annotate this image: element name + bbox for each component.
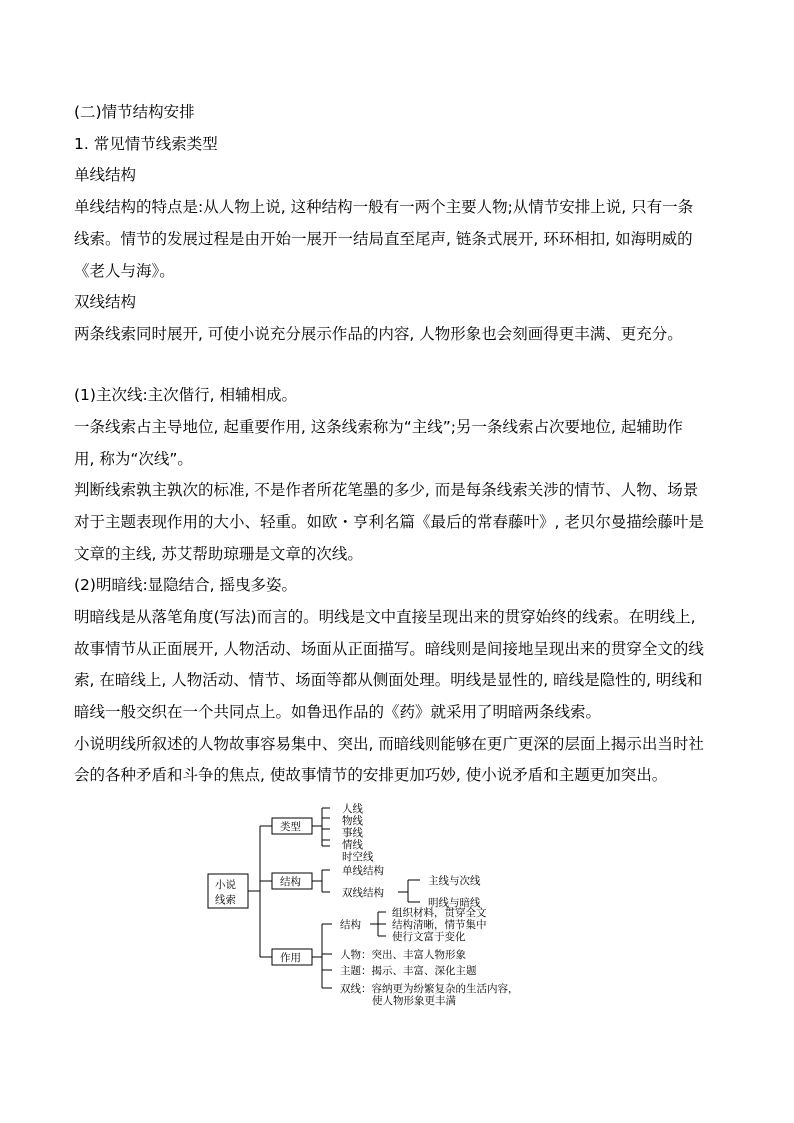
func-person: 人物：突出、丰富人物形象 bbox=[340, 949, 466, 961]
structure-single: 单线结构 bbox=[342, 865, 384, 877]
function-label: 作用 bbox=[280, 952, 301, 964]
paragraph-line: 单线结构的特点是:从人物上说, 这种结构一般有一两个主要人物;从情节安排上说, 只有一条 bbox=[74, 198, 694, 216]
paragraph-line: 《老人与海》。 bbox=[74, 262, 175, 280]
plot-clue-diagram bbox=[190, 803, 610, 1012]
func-structure-bracket bbox=[370, 912, 386, 936]
double-item: 明线与暗线 bbox=[428, 897, 481, 909]
paragraph-line: 索, 在暗线上, 人物活动、情节、场面等都从侧面处理。明线是显性的, 暗线是隐性的, 明线和 bbox=[74, 671, 703, 689]
structure-bracket bbox=[312, 870, 330, 892]
paragraph-line: 线索。情节的发展过程是由开始一展开一结局直至尾声, 链条式展开, 环环相扣, 如海明威的 bbox=[74, 230, 693, 248]
func-double-cont: 使人物形象更丰满 bbox=[372, 995, 456, 1007]
structure-label: 结构 bbox=[280, 876, 301, 888]
func-structure-item: 组织材料，贯穿全文 bbox=[392, 907, 487, 919]
paragraph-line: 小说明线所叙述的人物故事容易集中、突出, 而暗线则能够在更广更深的层面上揭示出当时社 bbox=[74, 735, 704, 753]
func-structure: 结构 bbox=[340, 919, 361, 931]
paragraph-line: 对于主题表现作用的大小、轻重。如欧・亨利名篇《最后的常春藤叶》, 老贝尔曼描绘藤叶是 bbox=[74, 513, 704, 531]
type-item: 时空线 bbox=[342, 851, 374, 863]
type-item: 物线 bbox=[342, 815, 363, 827]
section-heading: (二)情节结构安排 bbox=[74, 103, 195, 121]
paragraph-line: 一条线索占主导地位, 起重要作用, 这条线索称为“主线”;另一条线索占次要地位, 起辅助作 bbox=[74, 418, 683, 436]
paragraph-line: 用, 称为“次线”。 bbox=[74, 450, 193, 468]
subsection-heading: 1. 常见情节线索类型 bbox=[74, 135, 218, 153]
func-theme: 主题：揭示、丰富、深化主题 bbox=[340, 965, 477, 977]
root-label-1: 小说 bbox=[215, 879, 236, 891]
function-bracket bbox=[312, 924, 332, 988]
double-bracket bbox=[398, 880, 420, 902]
main-bracket bbox=[248, 826, 272, 957]
paragraph-line: 判断线索孰主孰次的标准, 不是作者所花笔墨的多少, 而是每条线索关涉的情节、人物、场景 bbox=[74, 481, 699, 499]
double-item: 主线与次线 bbox=[428, 875, 481, 887]
type-label: 类型 bbox=[280, 821, 301, 833]
structure-double: 双线结构 bbox=[342, 887, 384, 899]
point-heading-2: (2)明暗线:显隐结合, 摇曳多姿。 bbox=[74, 576, 298, 594]
type-item: 情线 bbox=[342, 839, 363, 851]
paragraph-line: 会的各种矛盾和斗争的焦点, 使故事情节的安排更加巧妙, 使小说矛盾和主题更加突出。 bbox=[74, 766, 668, 784]
term-heading-single: 单线结构 bbox=[74, 166, 137, 184]
root-label-2: 线索 bbox=[215, 894, 236, 906]
paragraph-line: 两条线索同时展开, 可使小说充分展示作品的内容, 人物形象也会刻画得更丰满、更充分。 bbox=[74, 325, 683, 343]
func-structure-item: 结构清晰，情节集中 bbox=[392, 919, 487, 931]
term-heading-double: 双线结构 bbox=[74, 293, 137, 311]
point-heading-1: (1)主次线:主次偕行, 相辅相成。 bbox=[74, 386, 298, 404]
type-bracket bbox=[312, 808, 330, 846]
paragraph-line: 故事情节从正面展开, 人物活动、场面从正面描写。暗线则是间接地呈现出来的贯穿全文的线 bbox=[74, 640, 704, 658]
paragraph-line: 文章的主线, 苏艾帮助琼珊是文章的次线。 bbox=[74, 545, 363, 563]
paragraph-line: 暗线一般交织在一个共同点上。如鲁迅作品的《药》就采用了明暗两条线索。 bbox=[74, 703, 602, 721]
type-item: 事线 bbox=[342, 827, 363, 839]
func-structure-item: 使行文富于变化 bbox=[392, 931, 466, 943]
paragraph-line: 明暗线是从落笔角度(写法)而言的。明线是文中直接呈现出来的贯穿始终的线索。在明线上, bbox=[74, 608, 696, 626]
func-double: 双线：容纳更为纷繁复杂的生活内容， bbox=[340, 983, 519, 995]
type-item: 人线 bbox=[342, 803, 363, 815]
